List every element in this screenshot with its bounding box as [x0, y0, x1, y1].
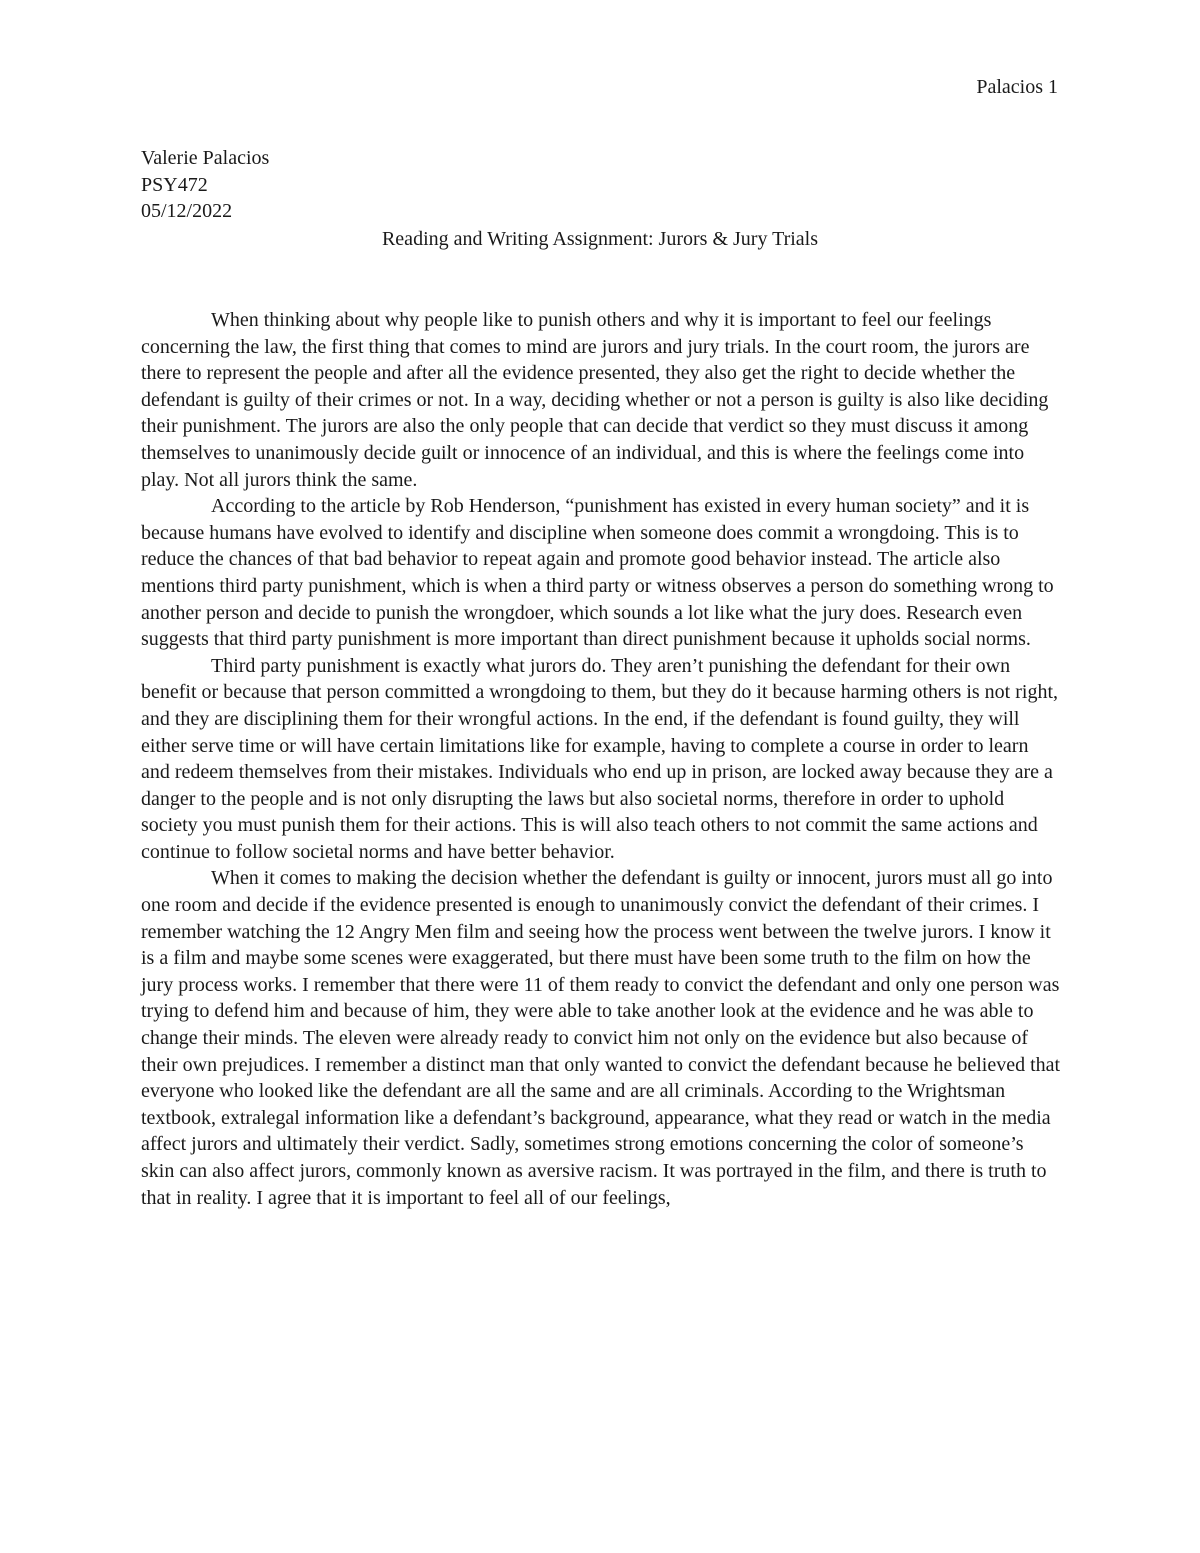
- heading-block: [141, 145, 269, 225]
- paragraph: When thinking about why people like to punish others and why it is important to feel our feelings concerning the law, the first thing that comes to mind are jurors and jury trials. In the court room, the jurors are there to represent the people and after all the evidence presented, they also get the right to decide whether the defendant is guilty of their crimes or not. In a way, deciding whether or not a person is guilty is also like deciding their punishment. The jurors are also the only people that can decide that verdict so they must discuss it among themselves to unanimously decide guilt or innocence of an individual, and this is where the feelings come into play. Not all jurors think the same.: [141, 309, 1049, 491]
- paragraph: Third party punishment is exactly what jurors do. They aren’t punishing the defendant for their own benefit or because that person committed a wrongdoing to them, but they do it because harming others is not right, and they are disciplining them for their wrongful actions. In the end, if the defendant is found guilty, they will either serve time or will have certain limitations like for example, having to complete a course in order to learn and redeem themselves from their mistakes. Individuals who end up in prison, are locked away because they are a danger to the people and is not only disrupting the laws but also societal norms, therefore in order to uphold society you must punish them for their actions. This is will also teach others to not commit the same actions and continue to follow societal norms and have better behavior.: [141, 654, 1059, 863]
- paragraph: When it comes to making the decision whether the defendant is guilty or innocent, jurors must all go into one room and decide if the evidence presented is enough to unanimously convict the defendant of their crimes. I remember watching the 12 Angry Men film and seeing how the process went between the twelve jurors. I know it is a film and maybe some scenes were exaggerated, but there must have been some truth to the film on how the jury process works. I remember that there were 11 of them ready to convict the defendant and only one person was trying to defend him and because of him, they were able to take another look at the evidence and he was able to change their minds. The eleven were already ready to convict him not only on the evidence but also because of their own prejudices. I remember a distinct man that only wanted to convict the defendant because he believed that everyone who looked like the defendant are all the same and are all criminals. According to the Wrightsman textbook, extralegal information like a defendant’s background, appearance, what they read or watch in the media affect jurors and ultimately their verdict. Sadly, sometimes strong emotions concerning the color of someone’s skin can also affect jurors, commonly known as aversive racism. It was portrayed in the film, and there is truth to that in reality. I agree that it is important to feel all of our feelings,: [141, 867, 1061, 1209]
- body-text: [141, 307, 1061, 1211]
- course-code: PSY472: [141, 173, 208, 196]
- paragraph: According to the article by Rob Henderson, “punishment has existed in every human society” and it is because humans have evolved to identify and discipline when someone does commit a wrongdoing. This is to reduce the chances of that bad behavior to repeat again and promote good behavior instead. The article also mentions third party punishment, which is when a third party or witness observes a person do something wrong to another person and decide to punish the wrongdoer, which sounds a lot like what the jury does. Research even suggests that third party punishment is more important than direct punishment because it upholds social norms.: [141, 495, 1054, 651]
- assignment-date: 05/12/2022: [141, 200, 233, 222]
- running-head: Palacios 1: [976, 76, 1058, 98]
- document-title: Reading and Writing Assignment: Jurors & Jury Trials: [381, 228, 819, 250]
- author-name: Valerie Palacios: [141, 147, 270, 169]
